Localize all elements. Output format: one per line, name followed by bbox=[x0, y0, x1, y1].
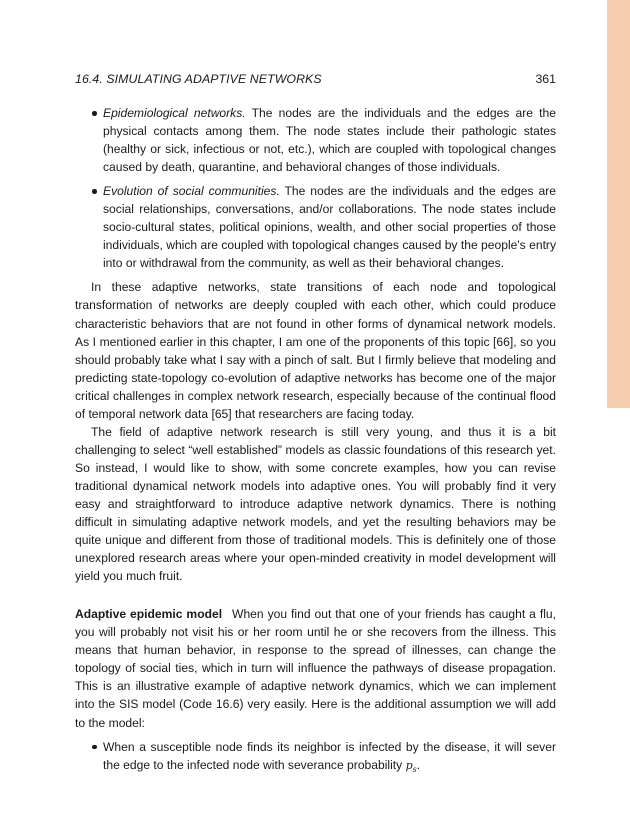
math-symbol-ps bbox=[406, 759, 417, 772]
section-heading: Adaptive epidemic model bbox=[75, 607, 223, 622]
sentence-end: . bbox=[416, 757, 421, 772]
bullet-list-assumptions bbox=[75, 738, 556, 779]
book-page bbox=[75, 70, 556, 785]
side-thumb-tab bbox=[607, 0, 630, 408]
bullet-dot-icon bbox=[92, 111, 97, 116]
math-symbol: p bbox=[405, 758, 413, 772]
math-subscript: s bbox=[412, 764, 417, 774]
bullet-text: The nodes are the individuals and the edges are social relationships, conversations, and/or collaborations. The node states include socio-cultural states, political opinions, wealth, and other social properties of those individuals, which are coupled with topological changes caused by the people's entry into or withdrawal from the community, as well as their behavioral changes. bbox=[103, 184, 556, 271]
body-paragraph: The field of adaptive network research is still very young, and thus it is a bit challenging to select “well established” models as classic foundations of this research yet. So instead, I would like to show, with some concrete examples, how you can revise traditional dynamical network models into adaptive ones. You will probably find it very easy and straightforward to introduce adaptive network dynamics. There is nothing difficult in simulating adaptive network models, and yet the resulting behaviors may be quite unique and different from those of traditional models. This is definitely one of those unexplored research areas where your open-minded creativity in model development will yield you much fruit. bbox=[75, 424, 556, 584]
running-header bbox=[75, 70, 556, 88]
bullet-term: Evolution of social communities. bbox=[103, 184, 280, 199]
running-header-title: 16.4. SIMULATING ADAPTIVE NETWORKS bbox=[75, 72, 322, 86]
list-item bbox=[75, 182, 556, 272]
bullet-list-examples bbox=[75, 104, 556, 272]
bullet-text: When a susceptible node finds its neighbor is infected by the disease, it will sever the edge to the infected node with severance probability bbox=[103, 739, 556, 772]
list-item bbox=[75, 738, 556, 779]
page-number: 361 bbox=[535, 72, 556, 86]
section-paragraph bbox=[75, 605, 556, 731]
bullet-dot-icon bbox=[92, 745, 97, 750]
body-paragraph: In these adaptive networks, state transitions of each node and topological transformation of networks are deeply coupled with each other, which could produce characteristic behaviors that are not found in other forms of dynamical network models. As I mentioned earlier in this chapter, I am one of the proponents of this topic [66], so you should probably take what I say with a pinch of salt. But I firmly believe that modeling and predicting state-topology co-evolution of adaptive networks has become one of the major critical challenges in complex network research, especially because of the continual flood of temporal network data [65] that researchers are facing today. bbox=[75, 280, 556, 421]
bullet-term: Epidemiological networks. bbox=[103, 106, 246, 120]
section-text: When you find out that one of your friends has caught a flu, you will probably not visit his or her room until he or she recovers from the illness. This means that human behavior, in response to the spread of illnesses, can change the topology of social ties, which in turn will influence the pathways of disease propagation. This is an illustrative example of adaptive network dynamics, which we can implement into the SIS model (Code 16.6) very easily. Here is the additional assumption we will add to the model: bbox=[75, 607, 556, 730]
bullet-dot-icon bbox=[92, 189, 97, 194]
bullet-text: The nodes are the individuals and the edges are the physical contacts among them. The node states include their pathologic states (healthy or sick, infectious or not, etc.), which are coupled with topological changes caused by death, quarantine, and behavioral changes of those individuals. bbox=[103, 106, 556, 175]
list-item bbox=[75, 104, 556, 176]
